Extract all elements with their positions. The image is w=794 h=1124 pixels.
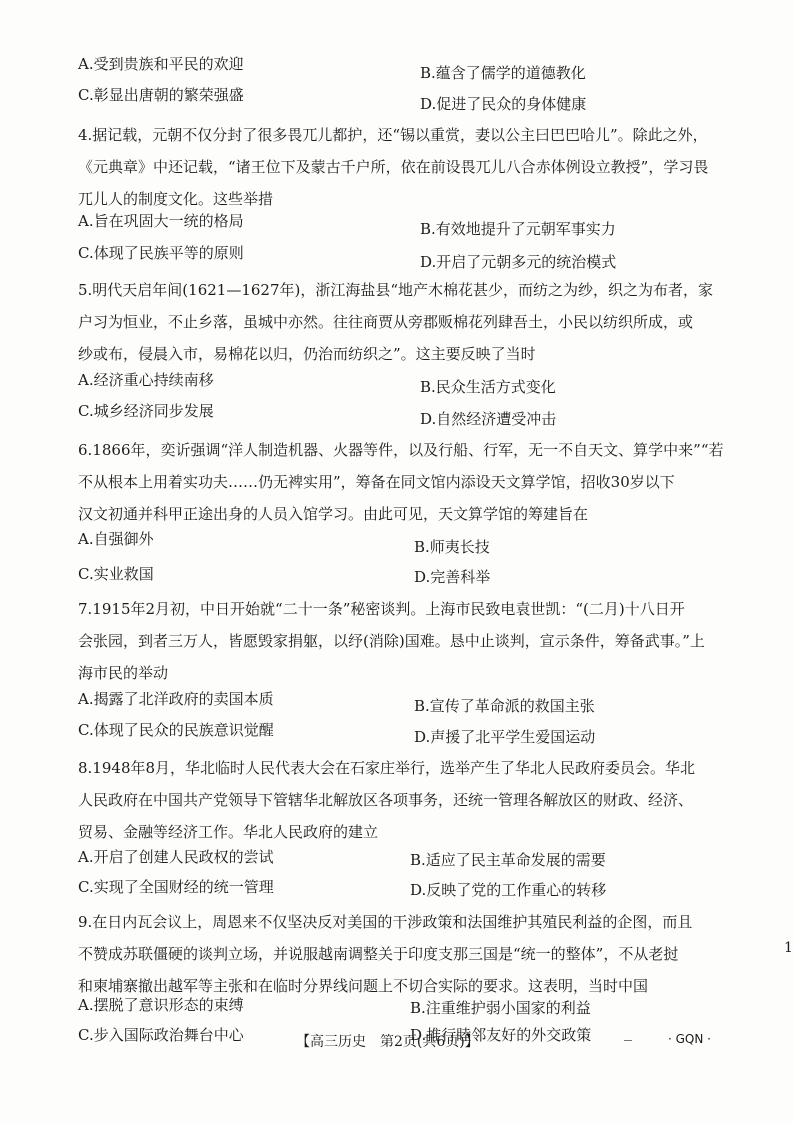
- q6-option-c: C.实业救国: [78, 565, 154, 583]
- q6-option-a: A.自强御外: [78, 530, 154, 548]
- q6-option-b: B.师夷长技: [414, 538, 490, 556]
- q6-line-1: 6.1866年，奕䜣强调“洋人制造机器、火器等件，以及行船、行军，无一不自天文、算学中来”“若: [78, 441, 724, 459]
- q4-line-1: 4.据记载，元朝不仅分封了很多畏兀儿都护，还“锡以重赏，妻以公主曰巴巴哈儿”。除此之外，: [78, 126, 708, 144]
- q3-option-c: C.彰显出唐朝的繁荣强盛: [78, 86, 244, 104]
- q8-option-c: C.实现了全国财经的统一管理: [78, 878, 274, 896]
- q7-option-a: A.揭露了北洋政府的卖国本质: [78, 690, 274, 708]
- q5-option-a: A.经济重心持续南移: [78, 371, 214, 389]
- q8-stem: [78, 752, 768, 848]
- q5-line-1: 5.明代天启年间(1621—1627年)，浙江海盐县“地产木棉花甚少，而纺之为纱，织之为布者，家: [78, 281, 714, 299]
- q9-option-a: A.摆脱了意识形态的束缚: [78, 996, 244, 1014]
- q4-option-d: D.开启了元朝多元的统治模式: [420, 253, 617, 271]
- q4-line-3: 兀儿人的制度文化。这些举措: [78, 190, 274, 208]
- q9-line-3: 和柬埔寨撤出越军等主张和在临时分界线问题上不切合实际的要求。这表明，当时中国: [78, 977, 649, 995]
- q7-line-2: 会张园，到者三万人，皆愿毁家捐躯，以纾(消除)国难。恳中止谈判，宣示条件，筹备武事。”上: [78, 632, 705, 650]
- q3-option-d: D.促进了民众的身体健康: [420, 95, 587, 113]
- q9-option-c: C.步入国际政治舞台中心: [78, 1026, 244, 1044]
- q8-option-b: B.适应了民主革命发展的需要: [410, 851, 606, 869]
- q9-stem: [78, 906, 768, 1002]
- q6-line-2: 不从根本上用着实功夫……仍无裨实用”，筹备在同文馆内添设天文算学馆，招收30岁以下: [78, 473, 675, 491]
- q8-line-2: 人民政府在中国共产党领导下管辖华北解放区各项事务，还统一管理各解放区的财政、经济、: [78, 791, 694, 809]
- q6-line-3: 汉文初通并科甲正途出身的人员入馆学习。由此可见，天文算学馆的筹建旨在: [78, 505, 589, 523]
- q3-option-a: A.受到贵族和平民的欢迎: [78, 55, 244, 73]
- exam-code: · GQN ·: [668, 1032, 711, 1046]
- q5-option-b: B.民众生活方式变化: [420, 378, 556, 396]
- q4-option-a: A.旨在巩固大一统的格局: [78, 212, 244, 230]
- q8-option-a: A.开启了创建人民政权的尝试: [78, 848, 274, 866]
- q9-line-2: 不赞成苏联僵硬的谈判立场，并说服越南调整关于印度支那三国是“统一的整体”，不从老挝: [78, 945, 679, 963]
- page-footer: 【高三历史 第2页(共6页)】: [296, 1034, 479, 1050]
- q8-option-d: D.反映了党的工作重心的转移: [410, 881, 607, 899]
- q6-option-d: D.完善科举: [414, 568, 491, 586]
- q7-option-b: B.宣传了革命派的救国主张: [414, 697, 595, 715]
- q6-stem: [78, 434, 768, 530]
- q7-line-3: 海市民的举动: [78, 664, 169, 682]
- q4-stem: [78, 119, 768, 215]
- q5-line-3: 纱或布，侵晨入市，易棉花以归，仍治而纺织之”。这主要反映了当时: [78, 345, 536, 363]
- q7-option-c: C.体现了民众的民族意识觉醒: [78, 721, 274, 739]
- q4-line-2: 《元典章》中还记载，“诸王位下及蒙古千户所，依在前设畏兀儿八合赤体例设立教授”，学习畏: [78, 158, 709, 176]
- q8-line-3: 贸易、金融等经济工作。华北人民政府的建立: [78, 823, 379, 841]
- q5-stem: [78, 274, 768, 370]
- q9-option-d: D.推行睦邻友好的外交政策: [410, 1026, 592, 1044]
- q9-option-b: B.注重维护弱小国家的利益: [410, 999, 591, 1017]
- q3-option-b: B.蕴含了儒学的道德教化: [420, 64, 586, 82]
- footer-dash: [624, 1040, 632, 1041]
- q7-stem: [78, 593, 768, 689]
- margin-mark: 1: [784, 940, 793, 956]
- q5-line-2: 户习为恒业，不止乡落，虽城中亦然。往往商贾从旁郡贩棉花列肆吾土，小民以纺织所成，或: [78, 313, 694, 331]
- q5-option-d: D.自然经济遭受冲击: [420, 410, 557, 428]
- q8-line-1: 8.1948年8月，华北临时人民代表大会在石家庄举行，选举产生了华北人民政府委员会。华北: [78, 759, 696, 777]
- q5-option-c: C.城乡经济同步发展: [78, 402, 214, 420]
- q4-option-c: C.体现了民族平等的原则: [78, 244, 244, 262]
- q4-option-b: B.有效地提升了元朝军事实力: [420, 220, 616, 238]
- q9-line-1: 9.在日内瓦会议上，周恩来不仅坚决反对美国的干涉政策和法国维护其殖民利益的企图，而且: [78, 913, 693, 931]
- q7-line-1: 7.1915年2月初，中日开始就“二十一条”秘密谈判。上海市民致电袁世凯：“(二月)十八日开: [78, 600, 685, 618]
- q7-option-d: D.声援了北平学生爱国运动: [414, 728, 596, 746]
